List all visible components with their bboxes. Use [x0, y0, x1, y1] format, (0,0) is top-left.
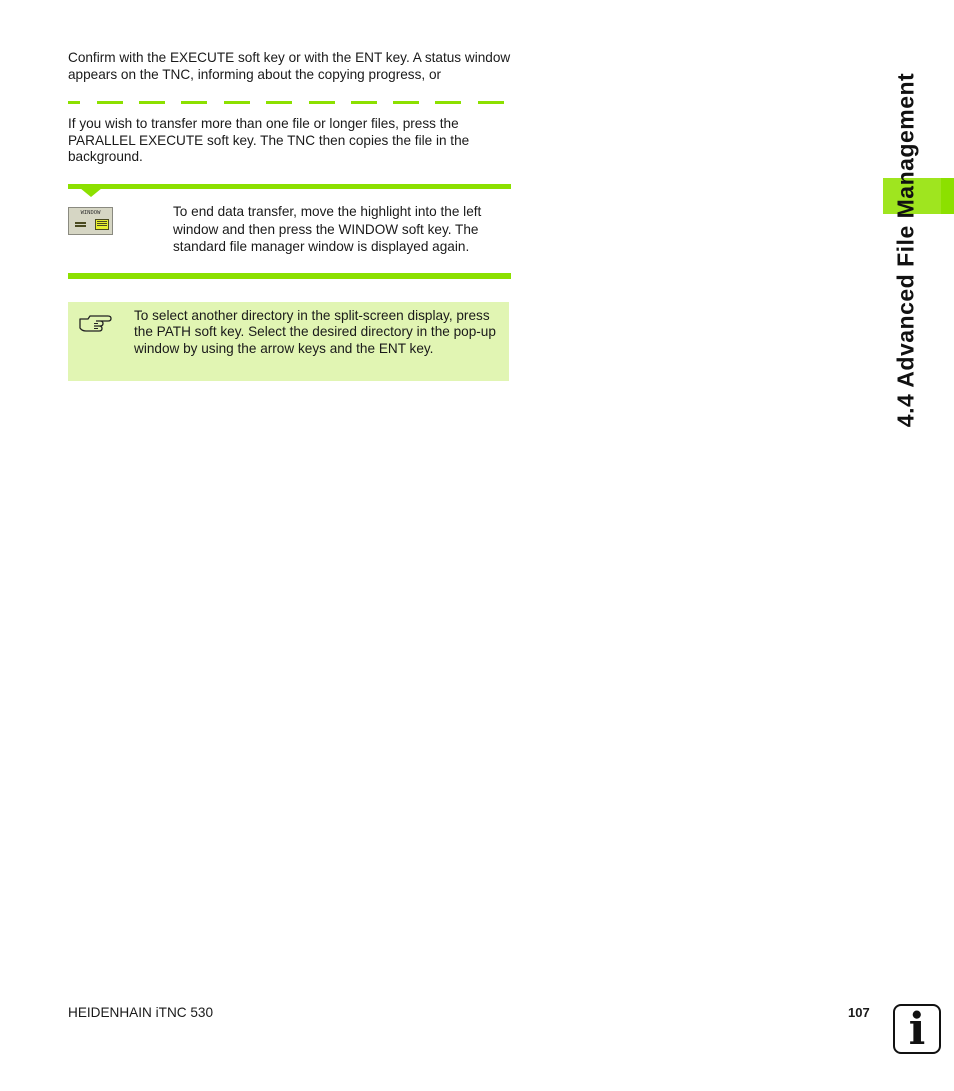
continuation-dashes	[68, 101, 508, 105]
pointing-hand-icon	[78, 311, 112, 335]
note-text: To select another directory in the split-screen display, press the PATH soft key. Select the desired directory in the pop-up window by using the arrow keys and the ENT key.	[134, 308, 496, 356]
step-top-bar	[68, 184, 511, 189]
softkey-label: WINDOW	[80, 210, 101, 216]
footer-manual-name: HEIDENHAIN iTNC 530	[68, 1005, 214, 1020]
page-number: 107	[848, 1005, 870, 1020]
section-title-text: 4.4 Advanced File Management	[892, 72, 919, 428]
end-transfer-paragraph: To end data transfer, move the highlight into the left window and then press the WINDOW soft key. The standard file manager window is displayed again.	[173, 204, 482, 254]
info-icon-glyph: i	[908, 1004, 926, 1055]
window-softkey	[68, 207, 113, 235]
info-icon	[893, 1004, 941, 1054]
step-bottom-bar	[68, 273, 511, 279]
section-title	[866, 60, 946, 440]
split-window-icon	[95, 219, 109, 230]
parallel-execute-paragraph: If you wish to transfer more than one file or longer files, press the PARALLEL EXECUTE soft key. The TNC then copies the file in the background.	[68, 116, 470, 164]
list-icon	[75, 222, 86, 230]
confirm-paragraph: Confirm with the EXECUTE soft key or with the ENT key. A status window appears on the TNC, informing about the copying progress, or	[68, 50, 511, 82]
step-marker	[80, 188, 102, 197]
